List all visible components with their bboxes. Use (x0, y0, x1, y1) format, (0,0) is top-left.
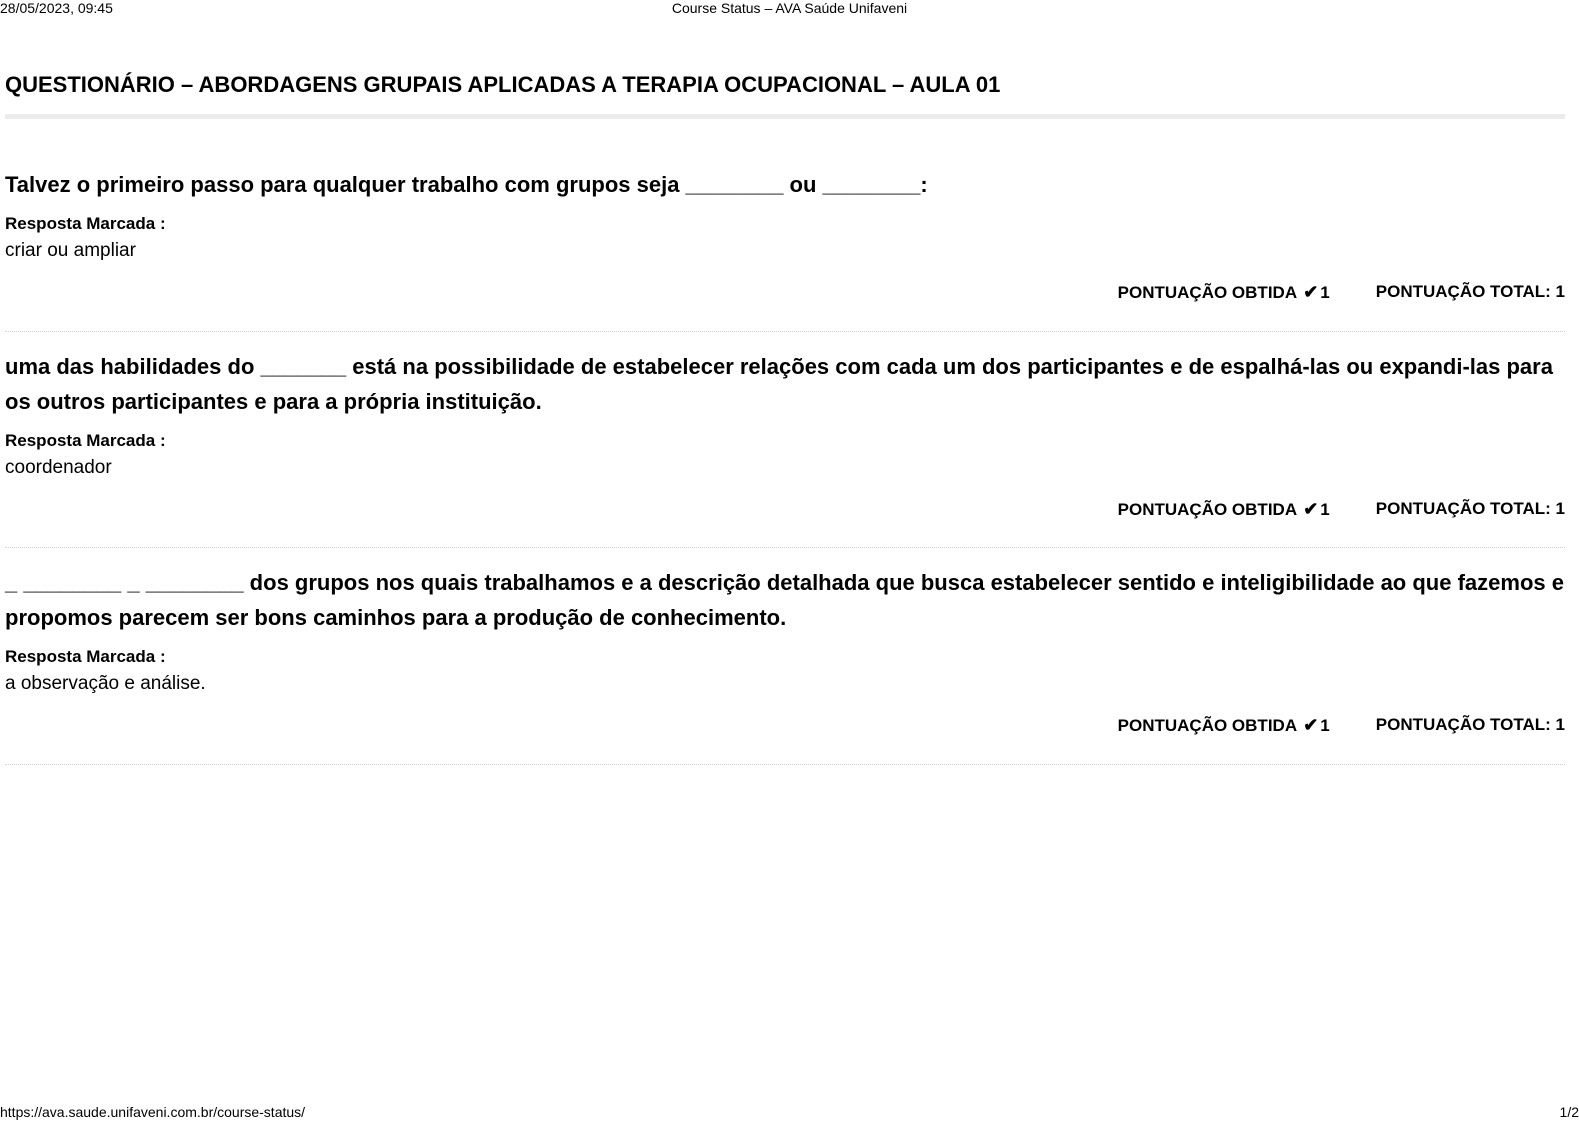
title-divider (5, 114, 1565, 119)
question-divider (5, 547, 1565, 548)
answer-value: coordenador (5, 457, 112, 478)
score-obtained (1118, 715, 1330, 736)
score-obtained-label: PONTUAÇÃO OBTIDA (1117, 283, 1297, 302)
question-block (5, 349, 1565, 520)
answer-label: Resposta Marcada : (5, 647, 166, 666)
question-text: _ ________ _ ________ dos grupos nos quais trabalhamos e a descrição detalhada que busca estabelecer sentido e inteligibilidade ao que fazemos e propomos parecem ser bons caminhos para a produção de conhecimento. (5, 570, 1564, 630)
print-url: https://ava.saude.unifaveni.com.br/course-status/ (0, 1104, 306, 1120)
score-total (1376, 499, 1565, 520)
score-row (5, 715, 1565, 736)
question-text: uma das habilidades do _______ está na possibilidade de estabelecer relações com cada um dos participantes e de espalhá-las ou expandi-las para os outros participantes e para a própria instituição. (5, 354, 1553, 414)
question-text: Talvez o primeiro passo para qualquer trabalho com grupos seja ________ ou ________: (5, 172, 928, 197)
question-block (5, 565, 1565, 736)
question-divider (5, 764, 1565, 765)
print-document-title: Course Status – AVA Saúde Unifaveni (671, 0, 908, 16)
score-obtained-value: 1 (1320, 716, 1330, 735)
score-row (5, 282, 1565, 303)
score-total-label: PONTUAÇÃO TOTAL: (1375, 499, 1551, 518)
score-total-label: PONTUAÇÃO TOTAL: (1375, 282, 1551, 301)
check-icon: ✔ (1303, 282, 1319, 302)
score-total-value: 1 (1555, 715, 1565, 734)
check-icon: ✔ (1303, 499, 1319, 519)
answer-value: criar ou ampliar (5, 240, 136, 261)
print-datetime: 28/05/2023, 09:45 (0, 0, 113, 16)
score-obtained-label: PONTUAÇÃO OBTIDA (1117, 500, 1297, 519)
score-obtained-value: 1 (1320, 500, 1330, 519)
answer-label: Resposta Marcada : (5, 431, 166, 450)
page-title: QUESTIONÁRIO – ABORDAGENS GRUPAIS APLICADAS A TERAPIA OCUPACIONAL – AULA 01 (5, 72, 1001, 97)
main-content (5, 70, 1565, 119)
score-obtained (1118, 499, 1330, 520)
score-total-value: 1 (1555, 282, 1565, 301)
score-obtained-value: 1 (1320, 283, 1330, 302)
score-obtained-label: PONTUAÇÃO OBTIDA (1117, 716, 1297, 735)
question-block (5, 167, 1565, 303)
score-total-label: PONTUAÇÃO TOTAL: (1375, 715, 1551, 734)
print-page-number: 1/2 (1559, 1104, 1579, 1120)
score-total (1376, 282, 1565, 303)
score-total-value: 1 (1555, 499, 1565, 518)
question-divider (5, 331, 1565, 332)
score-obtained (1118, 282, 1330, 303)
score-row (5, 499, 1565, 520)
answer-value: a observação e análise. (5, 673, 206, 694)
check-icon: ✔ (1303, 715, 1319, 735)
answer-label: Resposta Marcada : (5, 214, 166, 233)
score-total (1376, 715, 1565, 736)
